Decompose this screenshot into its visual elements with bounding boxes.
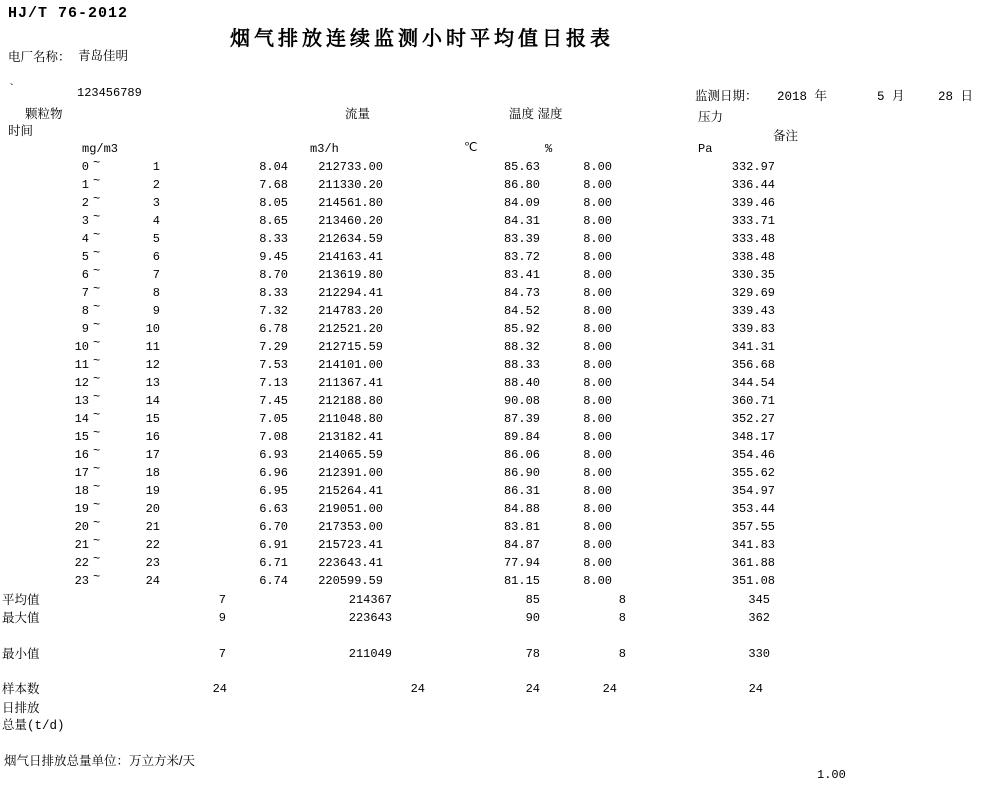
pressure-value: 354.97 [731, 484, 775, 498]
pm-value: 8.70 [259, 268, 288, 282]
flow-average: 214367 [348, 593, 392, 607]
table-row [0, 176, 984, 194]
flow-value: 214561.80 [318, 196, 383, 210]
temperature-maximum: 90 [525, 611, 540, 625]
hour-start: 22 [74, 556, 89, 570]
unit-pressure: Pa [698, 142, 713, 156]
pm-sample-count: 24 [212, 682, 227, 696]
tilde-separator: ~ [93, 354, 101, 368]
hour-end: 7 [152, 268, 160, 282]
humidity-value: 8.00 [583, 340, 612, 354]
table-row [0, 428, 984, 446]
pm-value: 8.04 [259, 160, 288, 174]
pressure-sample-count: 24 [748, 682, 763, 696]
tilde-separator: ~ [93, 282, 101, 296]
pm-value: 7.05 [259, 412, 288, 426]
hour-start: 13 [74, 394, 89, 408]
tick-mark: ` [8, 82, 16, 96]
flow-value: 214163.41 [318, 250, 383, 264]
flow-value: 215264.41 [318, 484, 383, 498]
page-number: 1.00 [817, 768, 846, 782]
hour-end: 1 [152, 160, 160, 174]
hour-start: 0 [81, 160, 89, 174]
pressure-value: 333.48 [731, 232, 775, 246]
summary-label: 平均值 [2, 593, 40, 607]
hour-end: 20 [145, 502, 160, 516]
pm-value: 6.71 [259, 556, 288, 570]
pm-value: 6.93 [259, 448, 288, 462]
hour-end: 3 [152, 196, 160, 210]
humidity-value: 8.00 [583, 466, 612, 480]
hour-start: 15 [74, 430, 89, 444]
temperature-value: 86.80 [503, 178, 540, 192]
hour-start: 11 [74, 358, 89, 372]
col-header-flow: 流量 [345, 107, 371, 121]
pressure-value: 336.44 [731, 178, 775, 192]
temperature-value: 83.72 [503, 250, 540, 264]
hour-end: 8 [152, 286, 160, 300]
pm-value: 8.65 [259, 214, 288, 228]
hour-start: 5 [81, 250, 89, 264]
hour-end: 13 [145, 376, 160, 390]
col-header-pressure: 压力 [698, 110, 724, 124]
summary-row-maximum [0, 609, 984, 627]
pm-value: 6.96 [259, 466, 288, 480]
pressure-value: 329.69 [731, 286, 775, 300]
pressure-maximum: 362 [748, 611, 770, 625]
hour-start: 10 [74, 340, 89, 354]
hour-end: 11 [145, 340, 160, 354]
pm-value: 6.63 [259, 502, 288, 516]
hour-start: 20 [74, 520, 89, 534]
table-row [0, 410, 984, 428]
pressure-value: 351.08 [731, 574, 775, 588]
hour-end: 15 [145, 412, 160, 426]
hour-start: 16 [74, 448, 89, 462]
table-row [0, 230, 984, 248]
table-row [0, 500, 984, 518]
humidity-value: 8.00 [583, 412, 612, 426]
pm-value: 8.33 [259, 286, 288, 300]
hour-start: 6 [81, 268, 89, 282]
pm-value: 7.45 [259, 394, 288, 408]
hour-start: 3 [81, 214, 89, 228]
unit-flow: m3/h [310, 142, 339, 156]
hour-end: 16 [145, 430, 160, 444]
table-row [0, 212, 984, 230]
temperature-value: 89.84 [503, 430, 540, 444]
tilde-separator: ~ [93, 174, 101, 188]
pressure-value: 360.71 [731, 394, 775, 408]
temperature-value: 84.31 [503, 214, 540, 228]
tilde-separator: ~ [93, 228, 101, 242]
table-row [0, 464, 984, 482]
pressure-value: 357.55 [731, 520, 775, 534]
hour-start: 8 [81, 304, 89, 318]
temperature-value: 84.88 [503, 502, 540, 516]
pressure-value: 339.46 [731, 196, 775, 210]
temperature-sample-count: 24 [525, 682, 540, 696]
pressure-average: 345 [748, 593, 770, 607]
tilde-separator: ~ [93, 498, 101, 512]
temperature-average: 85 [525, 593, 540, 607]
pressure-value: 354.46 [731, 448, 775, 462]
pressure-value: 341.83 [731, 538, 775, 552]
table-row [0, 194, 984, 212]
hour-end: 4 [152, 214, 160, 228]
summary-label: 最小值 [2, 647, 40, 661]
table-row [0, 518, 984, 536]
pm-average: 7 [218, 593, 226, 607]
hour-start: 18 [74, 484, 89, 498]
humidity-value: 8.00 [583, 304, 612, 318]
pm-maximum: 9 [218, 611, 226, 625]
pressure-minimum: 330 [748, 647, 770, 661]
pressure-value: 361.88 [731, 556, 775, 570]
flow-value: 215723.41 [318, 538, 383, 552]
temperature-value: 83.81 [503, 520, 540, 534]
tilde-separator: ~ [93, 336, 101, 350]
temperature-value: 88.40 [503, 376, 540, 390]
tilde-separator: ~ [93, 390, 101, 404]
tilde-separator: ~ [93, 426, 101, 440]
flow-value: 212294.41 [318, 286, 383, 300]
table-row [0, 572, 984, 590]
tilde-separator: ~ [93, 480, 101, 494]
flow-value: 212634.59 [318, 232, 383, 246]
date-day: 28 日 [938, 90, 974, 104]
temperature-value: 83.41 [503, 268, 540, 282]
flow-value: 213182.41 [318, 430, 383, 444]
monitor-date-label: 监测日期： [695, 89, 758, 103]
temperature-value: 86.06 [503, 448, 540, 462]
table-row [0, 284, 984, 302]
temperature-value: 90.08 [503, 394, 540, 408]
hour-end: 5 [152, 232, 160, 246]
summary-label: 最大值 [2, 611, 40, 625]
flow-maximum: 223643 [348, 611, 392, 625]
flow-value: 211048.80 [318, 412, 383, 426]
col-header-temp-humidity: 温度 湿度 [509, 107, 563, 121]
humidity-value: 8.00 [583, 376, 612, 390]
pressure-value: 333.71 [731, 214, 775, 228]
hour-end: 19 [145, 484, 160, 498]
pm-value: 7.29 [259, 340, 288, 354]
pressure-value: 348.17 [731, 430, 775, 444]
tilde-separator: ~ [93, 534, 101, 548]
pm-value: 8.33 [259, 232, 288, 246]
date-month: 5 月 [877, 90, 905, 104]
humidity-value: 8.00 [583, 538, 612, 552]
flow-sample-count: 24 [410, 682, 425, 696]
report-title: 烟气排放连续监测小时平均值日报表 [230, 28, 614, 50]
table-row [0, 446, 984, 464]
humidity-value: 8.00 [583, 160, 612, 174]
plant-name-label: 电厂名称： [8, 50, 71, 64]
temperature-value: 83.39 [503, 232, 540, 246]
hour-start: 14 [74, 412, 89, 426]
hour-end: 10 [145, 322, 160, 336]
plant-name-value: 青岛佳明 [78, 49, 129, 63]
pressure-value: 339.43 [731, 304, 775, 318]
hour-start: 9 [81, 322, 89, 336]
flow-value: 219051.00 [318, 502, 383, 516]
temperature-value: 84.73 [503, 286, 540, 300]
temperature-value: 88.32 [503, 340, 540, 354]
flow-value: 212391.00 [318, 466, 383, 480]
station-id: 123456789 [77, 86, 142, 100]
hour-end: 9 [152, 304, 160, 318]
temperature-value: 86.90 [503, 466, 540, 480]
hour-start: 19 [74, 502, 89, 516]
daily-emission-label-line1: 日排放 [2, 701, 40, 715]
temperature-value: 86.31 [503, 484, 540, 498]
humidity-value: 8.00 [583, 250, 612, 264]
humidity-value: 8.00 [583, 286, 612, 300]
flow-value: 217353.00 [318, 520, 383, 534]
hour-start: 1 [81, 178, 89, 192]
pressure-value: 330.35 [731, 268, 775, 282]
pm-value: 6.78 [259, 322, 288, 336]
tilde-separator: ~ [93, 192, 101, 206]
temperature-value: 85.63 [503, 160, 540, 174]
unit-humidity: % [545, 142, 553, 156]
summary-row-sample-count [0, 680, 984, 698]
hour-start: 7 [81, 286, 89, 300]
col-header-time: 时间 [8, 124, 34, 138]
pm-value: 9.45 [259, 250, 288, 264]
hour-end: 14 [145, 394, 160, 408]
hour-start: 21 [74, 538, 89, 552]
summary-row-minimum [0, 645, 984, 663]
table-row [0, 536, 984, 554]
col-header-remark: 备注 [773, 129, 799, 143]
temperature-value: 85.92 [503, 322, 540, 336]
tilde-separator: ~ [93, 318, 101, 332]
tilde-separator: ~ [93, 570, 101, 584]
hour-end: 6 [152, 250, 160, 264]
hour-end: 22 [145, 538, 160, 552]
flow-value: 213619.80 [318, 268, 383, 282]
table-row [0, 302, 984, 320]
hour-end: 12 [145, 358, 160, 372]
unit-temp: ℃ [464, 141, 478, 155]
hour-start: 23 [74, 574, 89, 588]
pm-value: 7.08 [259, 430, 288, 444]
pressure-value: 344.54 [731, 376, 775, 390]
humidity-value: 8.00 [583, 556, 612, 570]
hour-start: 12 [74, 376, 89, 390]
flow-value: 214065.59 [318, 448, 383, 462]
table-row [0, 482, 984, 500]
table-row [0, 266, 984, 284]
flow-value: 213460.20 [318, 214, 383, 228]
hour-end: 18 [145, 466, 160, 480]
pm-value: 7.68 [259, 178, 288, 192]
temperature-value: 84.09 [503, 196, 540, 210]
hour-end: 2 [152, 178, 160, 192]
humidity-value: 8.00 [583, 232, 612, 246]
temperature-value: 87.39 [503, 412, 540, 426]
humidity-value: 8.00 [583, 322, 612, 336]
hour-end: 21 [145, 520, 160, 534]
humidity-minimum: 8 [618, 647, 626, 661]
flow-value: 211367.41 [318, 376, 383, 390]
flow-value: 220599.59 [318, 574, 383, 588]
table-row [0, 248, 984, 266]
tilde-separator: ~ [93, 462, 101, 476]
temperature-value: 77.94 [503, 556, 540, 570]
table-row [0, 320, 984, 338]
pm-value: 6.74 [259, 574, 288, 588]
humidity-maximum: 8 [618, 611, 626, 625]
flow-value: 212188.80 [318, 394, 383, 408]
humidity-value: 8.00 [583, 448, 612, 462]
table-row [0, 554, 984, 572]
summary-row-average [0, 591, 984, 609]
tilde-separator: ~ [93, 300, 101, 314]
pressure-value: 353.44 [731, 502, 775, 516]
humidity-value: 8.00 [583, 484, 612, 498]
tilde-separator: ~ [93, 444, 101, 458]
temperature-value: 88.33 [503, 358, 540, 372]
pressure-value: 355.62 [731, 466, 775, 480]
tilde-separator: ~ [93, 516, 101, 530]
tilde-separator: ~ [93, 372, 101, 386]
temperature-value: 84.52 [503, 304, 540, 318]
flow-value: 214101.00 [318, 358, 383, 372]
pressure-value: 356.68 [731, 358, 775, 372]
humidity-value: 8.00 [583, 268, 612, 282]
hour-start: 17 [74, 466, 89, 480]
pm-value: 6.91 [259, 538, 288, 552]
pressure-value: 339.83 [731, 322, 775, 336]
hour-start: 2 [81, 196, 89, 210]
pressure-value: 332.97 [731, 160, 775, 174]
flow-value: 212521.20 [318, 322, 383, 336]
pm-minimum: 7 [218, 647, 226, 661]
pressure-value: 352.27 [731, 412, 775, 426]
daily-emission-label-line2: 总量(t/d) [2, 719, 65, 733]
flow-value: 212715.59 [318, 340, 383, 354]
humidity-value: 8.00 [583, 430, 612, 444]
humidity-value: 8.00 [583, 520, 612, 534]
hour-start: 4 [81, 232, 89, 246]
humidity-value: 8.00 [583, 502, 612, 516]
date-year: 2018 年 [777, 90, 828, 104]
tilde-separator: ~ [93, 156, 101, 170]
temperature-value: 81.15 [503, 574, 540, 588]
pressure-value: 341.31 [731, 340, 775, 354]
humidity-value: 8.00 [583, 196, 612, 210]
humidity-value: 8.00 [583, 574, 612, 588]
table-row [0, 158, 984, 176]
table-row [0, 392, 984, 410]
tilde-separator: ~ [93, 264, 101, 278]
pm-value: 6.95 [259, 484, 288, 498]
flow-value: 211330.20 [318, 178, 383, 192]
temperature-value: 84.87 [503, 538, 540, 552]
table-row [0, 374, 984, 392]
table-row [0, 356, 984, 374]
hour-end: 23 [145, 556, 160, 570]
pm-value: 8.05 [259, 196, 288, 210]
humidity-sample-count: 24 [602, 682, 617, 696]
pm-value: 6.70 [259, 520, 288, 534]
pm-value: 7.13 [259, 376, 288, 390]
flow-minimum: 211049 [348, 647, 392, 661]
tilde-separator: ~ [93, 210, 101, 224]
summary-label: 样本数 [2, 682, 40, 696]
col-header-particulate: 颗粒物 [25, 107, 63, 121]
tilde-separator: ~ [93, 246, 101, 260]
pm-value: 7.32 [259, 304, 288, 318]
flow-value: 223643.41 [318, 556, 383, 570]
humidity-value: 8.00 [583, 178, 612, 192]
temperature-minimum: 78 [525, 647, 540, 661]
tilde-separator: ~ [93, 552, 101, 566]
unit-pm: mg/m3 [82, 142, 119, 156]
flow-value: 214783.20 [318, 304, 383, 318]
standard-number: HJ/T 76-2012 [8, 5, 129, 22]
table-row [0, 338, 984, 356]
pressure-value: 338.48 [731, 250, 775, 264]
hour-end: 24 [145, 574, 160, 588]
humidity-average: 8 [618, 593, 626, 607]
humidity-value: 8.00 [583, 358, 612, 372]
pm-value: 7.53 [259, 358, 288, 372]
hour-end: 17 [145, 448, 160, 462]
footer-unit-note: 烟气日排放总量单位：万立方米/天 [4, 754, 195, 768]
humidity-value: 8.00 [583, 394, 612, 408]
humidity-value: 8.00 [583, 214, 612, 228]
flow-value: 212733.00 [318, 160, 383, 174]
tilde-separator: ~ [93, 408, 101, 422]
